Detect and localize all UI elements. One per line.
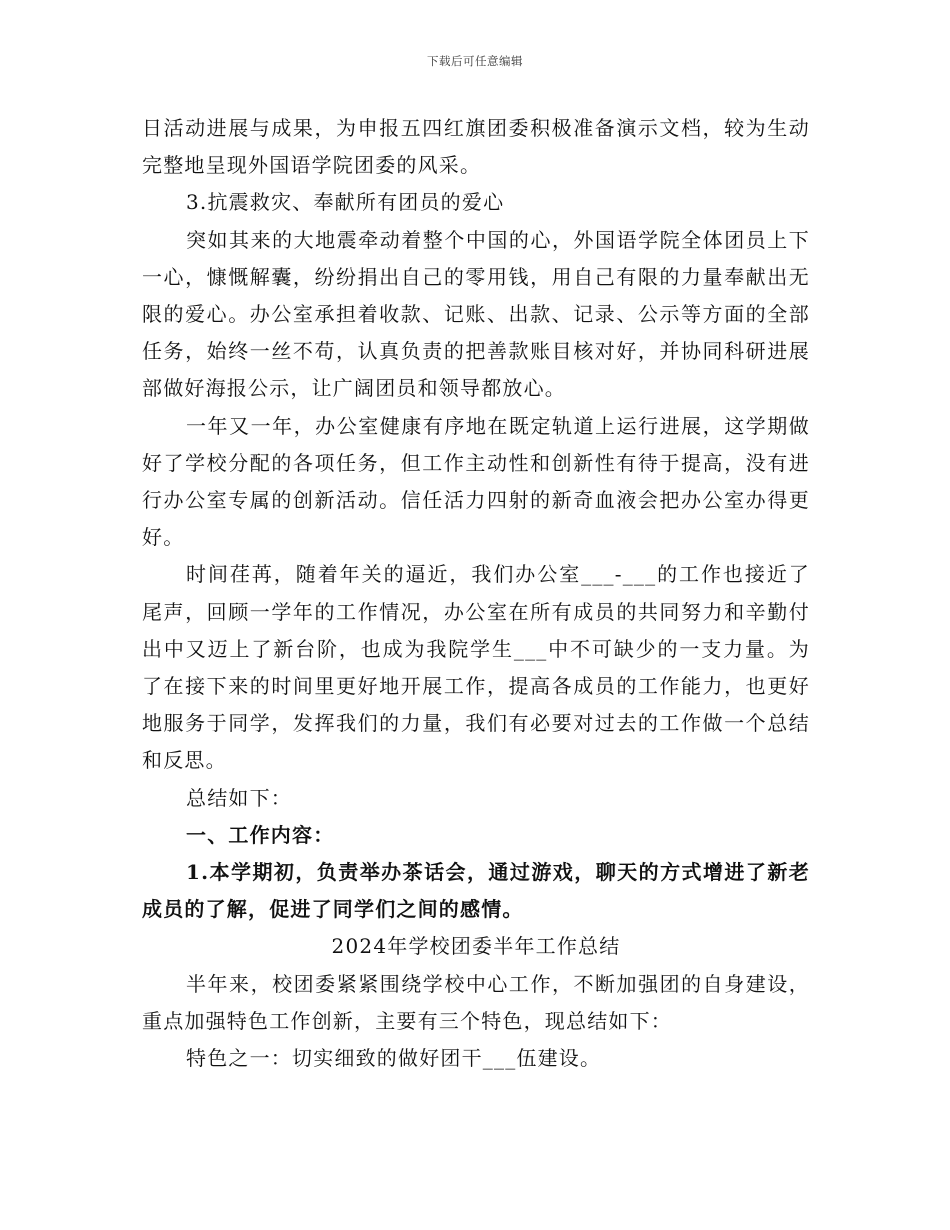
document-title: 2024年学校团委半年工作总结 — [331, 934, 621, 959]
paragraph-year-review: 一年又一年，办公室健康有序地在既定轨道上运行进展，这学期做好了学校分配的各项任务，但工作主动性和创新性有待于提高，没有进行办公室专属的创新活动。信任活力四射的新奇血液会把办公室办得更好。 — [142, 413, 810, 550]
paragraph-earthquake: 突如其来的大地震牵动着整个中国的心，外国语学院全体团员上下一心，慷慨解囊，纷纷捐出自己的零用钱，用自己有限的力量奉献出无限的爱心。办公室承担着收款、记账、出款、记录、公示等方面的全部任务，始终一丝不苟，认真负责的把善款账目核对好，并协同科研进展部做好海报公示，让广阔团员和领导都放心。 — [142, 227, 810, 401]
section-heading-earthquake-relief: 3.抗震救灾、奉献所有团员的爱心 — [186, 190, 505, 215]
document-body — [142, 110, 810, 1077]
paragraph-time-passes: 时间荏苒，随着年关的逼近，我们办公室___-___的工作也接近了尾声，回顾一学年的工作情况，办公室在所有成员的共同努力和辛勤付出中又迈上了新台阶，也成为我院学生___中不可缺少的一支力量。为了在接下来的时间里更好地开展工作，提高各成员的工作能力，也更好地服务于同学，发挥我们的力量，我们有必要对过去的工作做一个总结和反思。 — [142, 562, 810, 773]
section-heading-work-content: 一、工作内容： — [186, 822, 335, 847]
paragraph-half-year: 半年来，校团委紧紧围绕学校中心工作，不断加强团的自身建设，重点加强特色工作创新，主要有三个特色，现总结如下： — [142, 971, 810, 1033]
paragraph-tea-party: 1.本学期初，负责举办茶话会，通过游戏，聊天的方式增进了新老成员的了解，促进了同学们之间的感情。 — [142, 860, 810, 922]
paragraph-summary-intro: 总结如下： — [186, 785, 292, 810]
paragraph-continuation: 日活动进展与成果，为申报五四红旗团委积极准备演示文档，较为生动完整地呈现外国语学院团委的风采。 — [142, 116, 810, 178]
page-header: 下载后可任意编辑 — [427, 54, 523, 68]
paragraph-feature-one: 特色之一：切实细致的做好团干___伍建设。 — [186, 1046, 602, 1071]
